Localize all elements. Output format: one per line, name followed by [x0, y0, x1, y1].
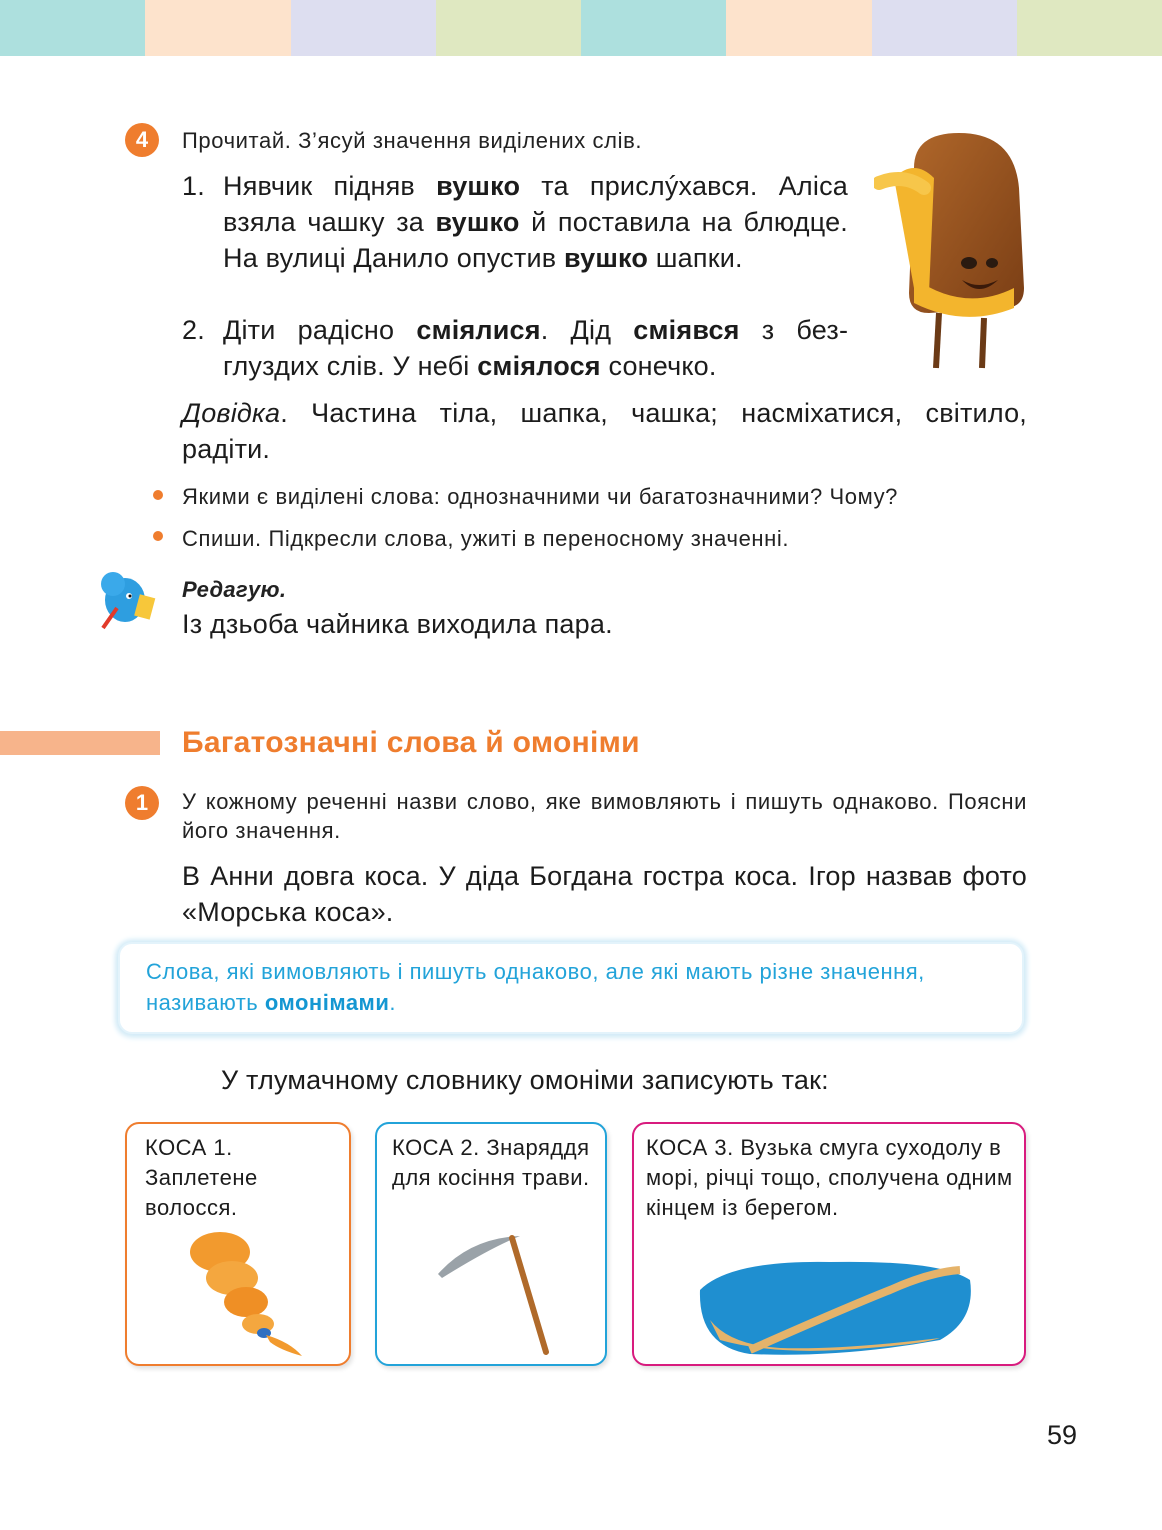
fur-hat-illustration	[874, 128, 1034, 373]
question-bullet-2: Спиши. Підкресли слова, ужиті в переносному значенні.	[182, 526, 790, 551]
scythe-illustration	[430, 1230, 560, 1360]
text-part: з безглуздих слів. У небі	[223, 315, 848, 381]
highlighted-word: вушко	[435, 207, 520, 237]
card-1-text: КОСА 1. Заплетене волосся.	[145, 1135, 258, 1220]
highlighted-word: вушко	[563, 243, 649, 273]
spit-illustration	[690, 1250, 980, 1360]
stripe-segment	[1017, 0, 1162, 56]
card-2-text: КОСА 2. Знаряддя для косіння трави.	[392, 1135, 590, 1190]
stripe-segment	[291, 0, 436, 56]
stripe-segment	[0, 0, 145, 56]
bullet-dot	[153, 531, 163, 541]
exercise-4-item-1	[182, 168, 852, 312]
highlighted-word: сміялося	[477, 351, 601, 381]
item-number: 1.	[182, 171, 205, 201]
bullet-dot	[153, 490, 163, 500]
rule-term: омонімами	[264, 990, 390, 1015]
section-title: Багатозначні слова й омоніми	[182, 726, 640, 759]
highlighted-word: сміявся	[633, 315, 740, 345]
exercise-4-number: 4	[125, 123, 159, 157]
rule-text-part: Слова, які вимовляють і пишуть однаково, але які мають різне значення, називають	[146, 959, 925, 1015]
question-bullet-1: Якими є виділені слова: однозначними чи багатозначними? Чому?	[182, 484, 899, 509]
exercise-1-number: 1	[125, 786, 159, 820]
dictionary-intro: У тлумачному словнику омоніми записують так:	[221, 1065, 829, 1095]
braid-illustration	[180, 1230, 310, 1360]
reference-text: . Частина тіла, шапка, чашка; насміхатися, світило, радіти.	[182, 398, 1027, 464]
exercise-1-instruction: У кожному реченні назви слово, яке вимовляють і пишуть однаково. Поясни його значення.	[182, 789, 1027, 843]
reference-label: Довідка	[182, 398, 281, 428]
highlighted-word: сміялися	[416, 315, 541, 345]
text-part: та прислýхався. Аліса взяла чашку за	[223, 171, 848, 237]
reference-note	[182, 395, 1027, 467]
item-text	[223, 312, 848, 384]
exercise-1-text: В Анни довга коса. У діда Богдана гостра коса. Ігор назвав фото «Морська коса».	[182, 861, 1027, 927]
top-color-stripe	[0, 0, 1162, 56]
stripe-segment	[726, 0, 871, 56]
exercise-4-instruction: Прочитай. З’ясуй значення виділених слів.	[182, 128, 643, 153]
edit-text: Із дзьоба чайника виходила пара.	[182, 609, 613, 639]
stripe-segment	[145, 0, 290, 56]
text-part: й поставила на блюдце. На вулиці Данило опустив	[223, 207, 848, 273]
text-part: Нявчик підняв	[223, 171, 437, 201]
text-part: шапки.	[648, 243, 743, 273]
stripe-segment	[872, 0, 1017, 56]
item-text	[223, 168, 848, 276]
rule-text-part: .	[389, 990, 396, 1015]
rule-text	[146, 956, 996, 1018]
edit-label: Редагую.	[182, 577, 287, 602]
card-3-text: КОСА 3. Вузька смуга суходолу в морі, річці тощо, сполучена одним кінцем із берегом.	[646, 1135, 1013, 1220]
highlighted-word: вушко	[436, 171, 521, 201]
text-part: . Дід	[540, 315, 634, 345]
exercise-4-item-2	[182, 312, 852, 384]
bird-mascot-icon	[95, 566, 163, 634]
item-number: 2.	[182, 315, 205, 345]
stripe-segment	[581, 0, 726, 56]
stripe-segment	[436, 0, 581, 56]
text-part: Діти радісно	[223, 315, 417, 345]
text-part: сонечко.	[600, 351, 717, 381]
section-marker-bar	[0, 731, 160, 755]
page-number: 59	[1047, 1420, 1078, 1450]
